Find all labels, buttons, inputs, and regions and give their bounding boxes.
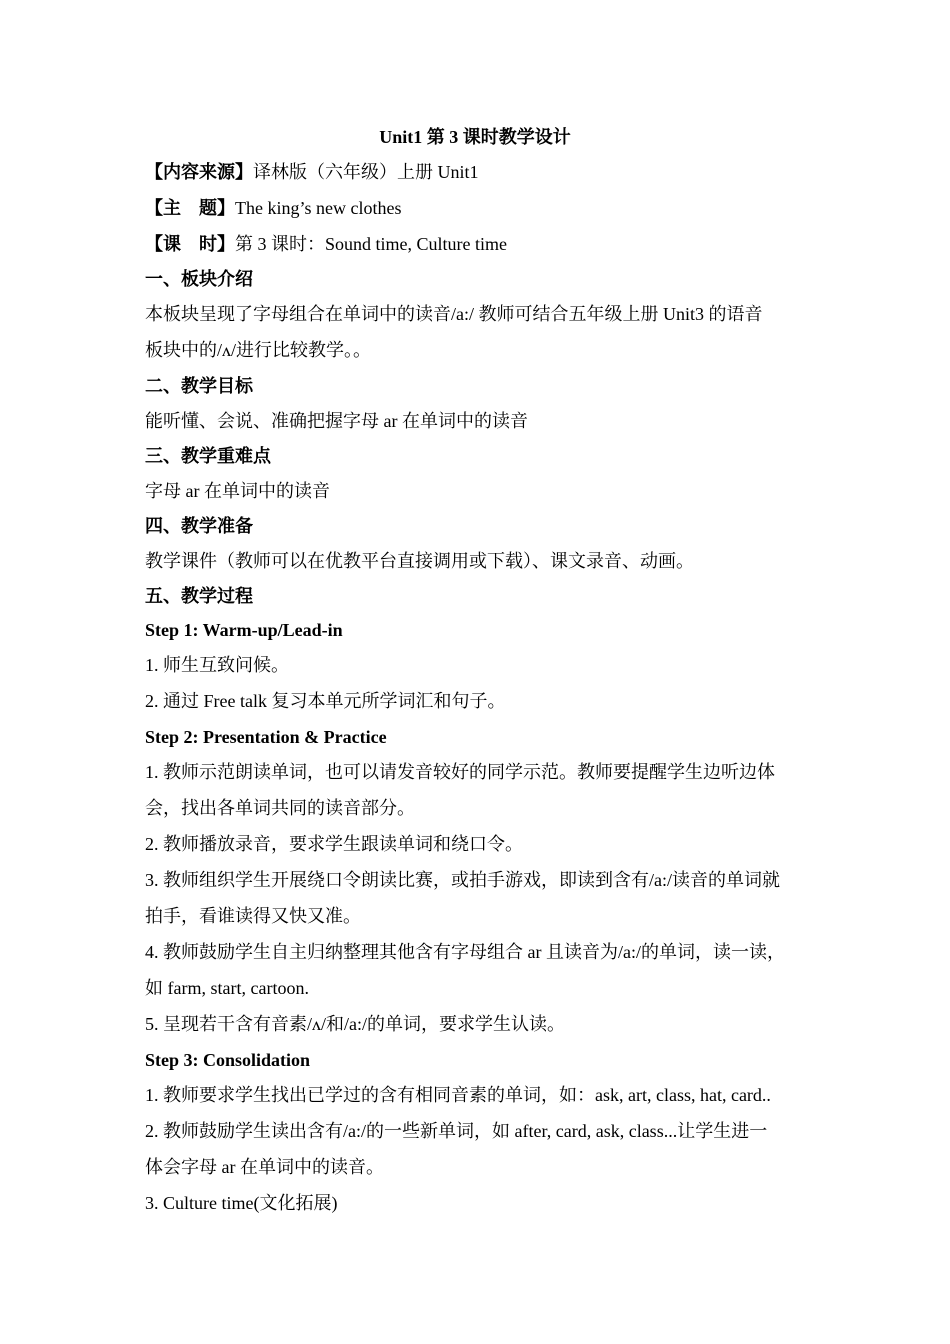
paragraph-line: 板块中的/ʌ/进行比较教学。。 [145,340,372,360]
list-item: 1. 教师示范朗读单词，也可以请发音较好的同学示范。教师要提醒学生边听边体 [145,762,775,782]
list-item-continued: 如 farm, start, cartoon. [145,978,309,998]
list-item-continued: 会，找出各单词共同的读音部分。 [145,798,415,818]
meta-period [145,231,507,257]
list-item: 2. 通过 Free talk 复习本单元所学词汇和句子。 [145,691,506,711]
list-item: 2. 教师鼓励学生读出含有/a:/的一些新单词，如 after, card, ask, class...让学生进一 [145,1121,768,1141]
list-item-continued: 拍手，看谁读得又快又准。 [145,906,361,926]
list-item: 4. 教师鼓励学生自主归纳整理其他含有字母组合 ar 且读音为/a:/的单词，读一读， [145,942,785,962]
paragraph-line: 能听懂、会说、准确把握字母 ar 在单词中的读音 [145,411,528,431]
step-heading: Step 3: Consolidation [145,1050,311,1070]
step-heading: Step 1: Warm-up/Lead-in [145,620,343,640]
meta-period-value: 第 3 课时：Sound time, Culture time [235,234,507,254]
list-item: 1. 教师要求学生找出已学过的含有相同音素的单词，如：ask, art, class, hat, card.. [145,1085,771,1105]
meta-source-label: 【内容来源】 [145,162,253,182]
meta-source-value: 译林版（六年级）上册 Unit1 [253,162,479,182]
paragraph-line: 本板块呈现了字母组合在单词中的读音/a:/ 教师可结合五年级上册 Unit3 的语音 [145,304,763,324]
section-heading: 二、教学目标 [145,376,253,396]
section-heading: 五、教学过程 [145,586,253,606]
meta-topic [145,195,401,221]
document-title: Unit1 第 3 课时教学设计 [379,127,571,147]
meta-topic-label: 【主 题】 [145,198,235,218]
list-item-continued: 体会字母 ar 在单词中的读音。 [145,1157,384,1177]
list-item: 2. 教师播放录音，要求学生跟读单词和绕口令。 [145,834,523,854]
paragraph-line: 字母 ar 在单词中的读音 [145,481,330,501]
list-item: 5. 呈现若干含有音素/ʌ/和/a:/的单词，要求学生认读。 [145,1014,565,1034]
meta-period-label: 【课 时】 [145,234,235,254]
list-item: 3. Culture time(文化拓展) [145,1193,338,1213]
section-heading: 一、板块介绍 [145,269,253,289]
step-heading: Step 2: Presentation & Practice [145,727,387,747]
list-item: 3. 教师组织学生开展绕口令朗读比赛，或拍手游戏，即读到含有/a:/读音的单词就 [145,870,780,890]
section-heading: 四、教学准备 [145,516,253,536]
list-item: 1. 师生互致问候。 [145,655,289,675]
meta-topic-value: The king’s new clothes [235,198,402,218]
paragraph-line: 教学课件（教师可以在优教平台直接调用或下载）、课文录音、动画。 [145,551,694,571]
section-heading: 三、教学重难点 [145,446,271,466]
meta-source [145,159,479,185]
